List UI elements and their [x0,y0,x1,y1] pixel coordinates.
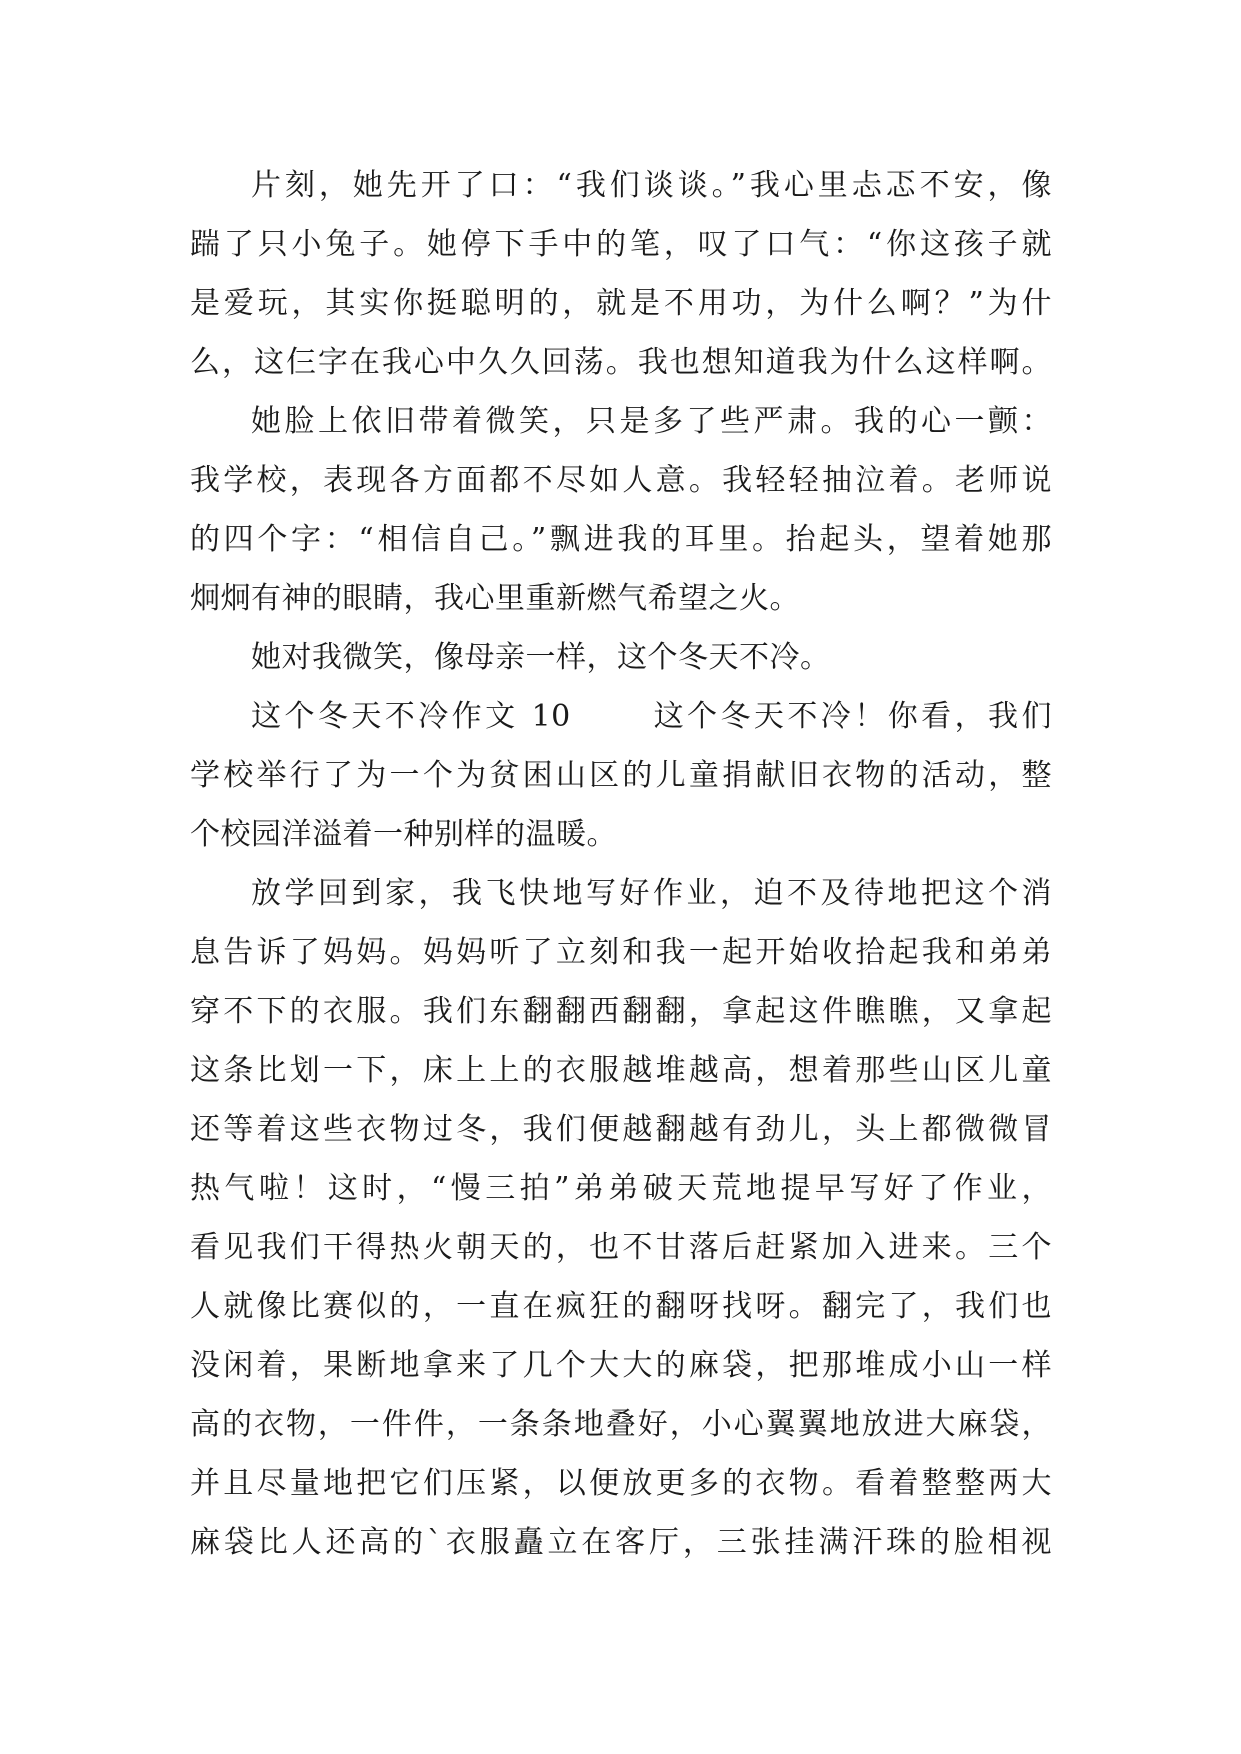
text-line: 还等着这些衣物过冬，我们便越翻越有劲儿，头上都微微冒 [190,1112,1052,1147]
text-line: 她脸上依旧带着微笑，只是多了些严肃。我的心一颤： [251,404,1052,439]
text-line: 个校园洋溢着一种别样的温暖。 [190,817,617,852]
text-line: 穿不下的衣服。我们东翻翻西翻翻，拿起这件瞧瞧，又拿起 [190,994,1052,1029]
text-line: 炯炯有神的眼睛，我心里重新燃气希望之火。 [190,581,800,616]
text-line: 踹了只小兔子。她停下手中的笔，叹了口气：“你这孩子就 [190,227,1052,262]
text-line: 片刻，她先开了口：“我们谈谈。”我心里忐忑不安，像 [251,168,1052,203]
text-line: 她对我微笑，像母亲一样，这个冬天不冷。 [251,640,831,675]
text-line: 这个冬天不冷作文 10 这个冬天不冷！你看，我们 [251,699,1052,734]
text-line: 人就像比赛似的，一直在疯狂的翻呀找呀。翻完了，我们也 [190,1289,1052,1324]
text-line: 是爱玩，其实你挺聪明的，就是不用功，为什么啊？”为什 [190,286,1052,321]
text-line: 麻袋比人还高的`衣服矗立在客厅，三张挂满汗珠的脸相视 [190,1525,1052,1560]
text-line: 的四个字：“相信自己。”飘进我的耳里。抬起头，望着她那 [190,522,1052,557]
text-line: 我学校，表现各方面都不尽如人意。我轻轻抽泣着。老师说 [190,463,1052,498]
text-line: 么，这仨字在我心中久久回荡。我也想知道我为什么这样啊。 [190,345,1052,380]
text-line: 放学回到家，我飞快地写好作业，迫不及待地把这个消 [251,876,1052,911]
text-line: 热气啦！这时，“慢三拍”弟弟破天荒地提早写好了作业， [190,1171,1052,1206]
text-line: 看见我们干得热火朝天的，也不甘落后赶紧加入进来。三个 [190,1230,1052,1265]
document-body [190,156,1052,1572]
text-line: 高的衣物，一件件，一条条地叠好，小心翼翼地放进大麻袋， [190,1407,1052,1442]
text-line: 并且尽量地把它们压紧，以便放更多的衣物。看着整整两大 [190,1466,1052,1501]
text-line: 没闲着，果断地拿来了几个大大的麻袋，把那堆成小山一样 [190,1348,1052,1383]
text-line: 息告诉了妈妈。妈妈听了立刻和我一起开始收拾起我和弟弟 [190,935,1052,970]
text-line: 学校举行了为一个为贫困山区的儿童捐献旧衣物的活动，整 [190,758,1052,793]
text-line: 这条比划一下，床上上的衣服越堆越高，想着那些山区儿童 [190,1053,1052,1088]
